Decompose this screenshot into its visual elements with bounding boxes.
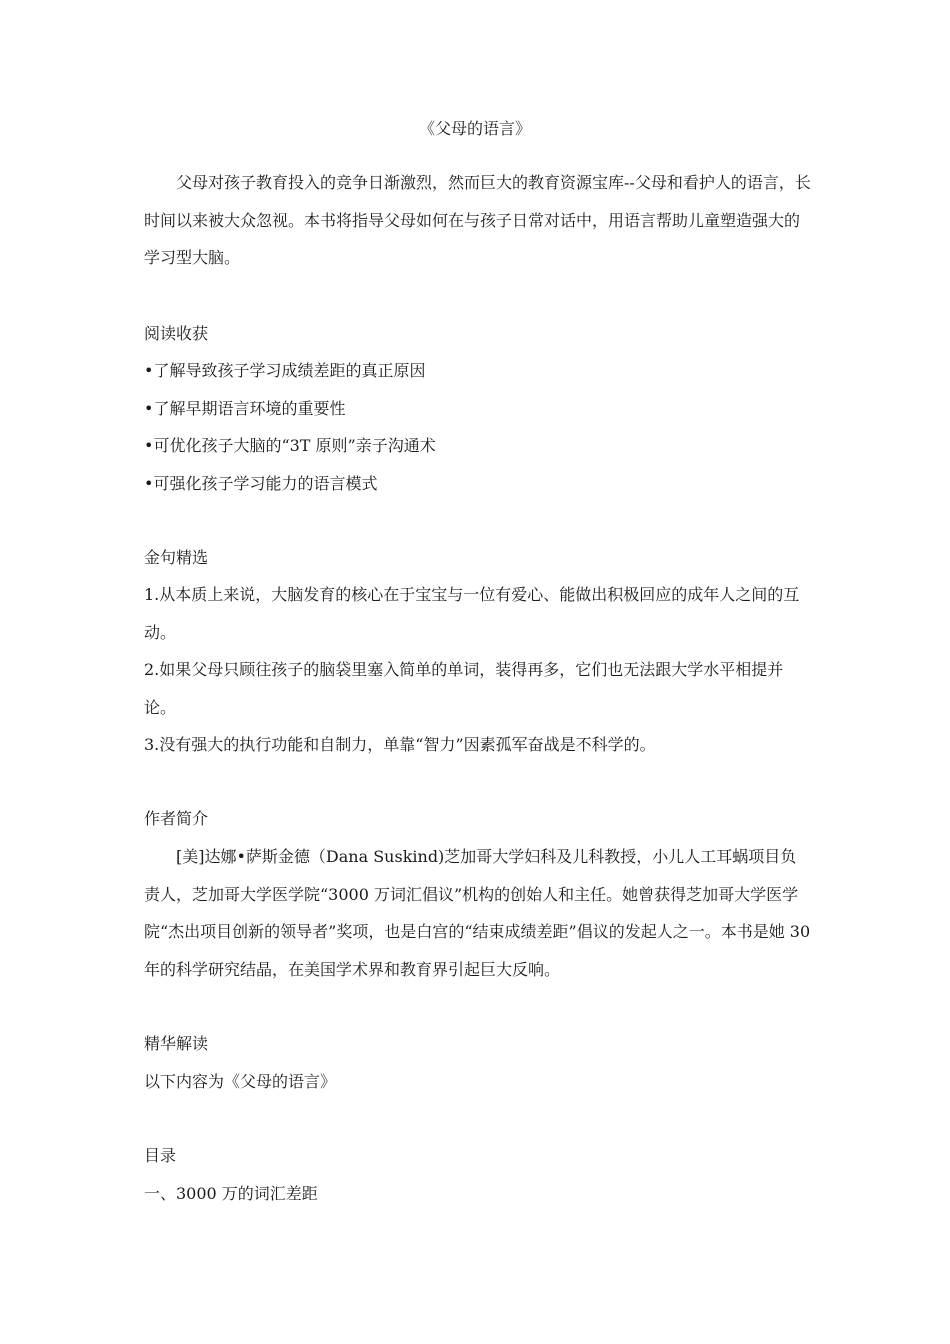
quote-item: 1.从本质上来说，大脑发育的核心在于宝宝与一位有爱心、能做出积极回应的成年人之间的互动。 — [144, 585, 800, 642]
document-title: 《父母的语言》 — [418, 119, 531, 138]
quote-item: 3.没有强大的执行功能和自制力，单靠“智力”因素孤军奋战是不科学的。 — [144, 735, 656, 754]
reading-gain-item: •可强化孩子学习能力的语言模式 — [144, 474, 378, 493]
toc-item: 一、3000 万的词汇差距 — [144, 1184, 318, 1203]
reading-gain-item: •了解早期语言环境的重要性 — [144, 399, 346, 418]
reading-gain-item: •可优化孩子大脑的“3T 原则”亲子沟通术 — [144, 436, 436, 455]
reading-gains-heading: 阅读收获 — [144, 324, 209, 343]
reading-gain-item: •了解导致孩子学习成绩差距的真正原因 — [144, 361, 426, 380]
quotes-heading: 金句精选 — [144, 548, 209, 567]
author-heading: 作者简介 — [144, 809, 209, 828]
essence-text: 以下内容为《父母的语言》 — [144, 1072, 337, 1091]
toc-heading: 目录 — [144, 1146, 177, 1165]
author-bio: [美]达娜•萨斯金德（Dana Suskind)芝加哥大学妇科及儿科教授，小儿人工耳蜗项目负责人，芝加哥大学医学院“3000 万词汇倡议”机构的创始人和主任。她曾获得芝加哥大学医学院“杰出项目创新的领导者”奖项，也是白宫的“结束成绩差距”倡议的发起人之一。本书是她 30 年的科学研究结晶，在美国学术界和教育界引起巨大反响。 — [144, 847, 811, 979]
essence-heading: 精华解读 — [144, 1034, 209, 1053]
intro-paragraph: 父母对孩子教育投入的竞争日渐激烈，然而巨大的教育资源宝库--父母和看护人的语言，长时间以来被大众忽视。本书将指导父母如何在与孩子日常对话中，用语言帮助儿童塑造强大的学习型大脑。 — [144, 173, 811, 267]
quote-item: 2.如果父母只顾往孩子的脑袋里塞入简单的单词，装得再多，它们也无法跟大学水平相提并论。 — [144, 660, 784, 717]
